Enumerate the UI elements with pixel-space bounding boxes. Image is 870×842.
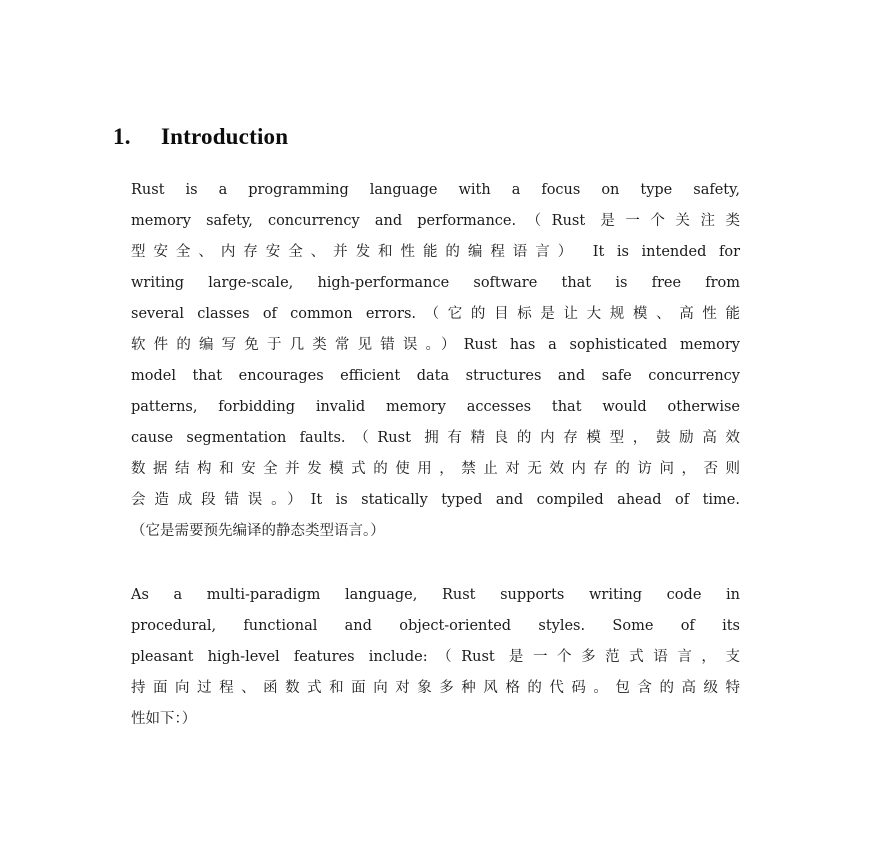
text-line: 型安全、内存安全、并发和性能的编程语言） It is intended for: [131, 244, 740, 260]
text-line: 数据结构和安全并发模式的使用，禁止对无效内存的访问，否则: [131, 461, 740, 477]
text-line: 性如下：）: [131, 711, 197, 727]
section-title: Introduction: [161, 124, 289, 149]
text-line: model that encourages efficient data structures and safe concurrency: [131, 368, 740, 384]
text-line: Rust is a programming language with a focus on type safety,: [131, 182, 740, 198]
text-line: writing large-scale, high-performance software that is free from: [131, 275, 740, 291]
text-line: （它是需要预先编译的静态类型语言。）: [131, 523, 385, 539]
section-number: 1.: [113, 124, 131, 149]
text-line: 软件的编写免于几类常见错误。）Rust has a sophisticated memory: [131, 337, 740, 353]
text-line: 持面向过程、函数式和面向对象多种风格的代码。包含的高级特: [131, 680, 740, 696]
text-line: patterns, forbidding invalid memory accesses that would otherwise: [131, 399, 740, 415]
section-heading: [113, 124, 288, 150]
text-line: several classes of common errors.（它的目标是让大规模、高性能: [131, 306, 740, 322]
text-line: pleasant high-level features include:（Rust 是一个多范式语言，支: [131, 649, 740, 665]
text-line: memory safety, concurrency and performance.（Rust 是一个关注类: [131, 213, 740, 229]
paragraph-multi-paradigm: [131, 580, 740, 735]
text-line: cause segmentation faults.（Rust 拥有精良的内存模型，鼓励高效: [131, 430, 740, 446]
text-line: procedural, functional and object-oriented styles. Some of its: [131, 618, 740, 634]
text-line: As a multi-paradigm language, Rust supports writing code in: [131, 587, 740, 603]
text-line: 会造成段错误。）It is statically typed and compiled ahead of time.: [131, 492, 740, 508]
paragraph-rust-overview: [131, 175, 740, 547]
